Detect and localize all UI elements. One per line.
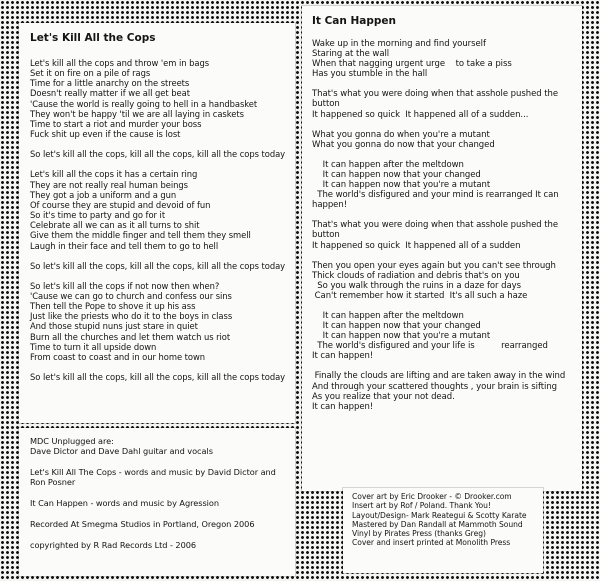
lyric-line: They are not really real human beings bbox=[30, 179, 188, 190]
credit-line: Ron Posner bbox=[30, 477, 76, 487]
lyric-line: Doesn't really matter if we all get beat bbox=[30, 88, 190, 99]
lyric-line: So let's kill all the cops, kill all the cops, kill all the cops today bbox=[30, 260, 286, 271]
lyric-line: It can happen now that you're a mutant bbox=[312, 180, 491, 191]
lyric-line: It happened so quick It happened all of a sudden... bbox=[312, 109, 529, 120]
stanza-gap bbox=[30, 251, 295, 261]
lyric-line: Laugh in their face and tell them to go to hell bbox=[30, 240, 219, 251]
credit-line: MDC Unplugged are: bbox=[30, 436, 114, 446]
stanza-gap bbox=[30, 487, 295, 498]
lyric-line: Celebrate all we can as it all turns to shit bbox=[30, 220, 200, 231]
lyric-line: It can happen now that your changed bbox=[312, 321, 481, 332]
lyric-line: Of course they are stupid and devoid of fun bbox=[30, 199, 211, 210]
lyric-line: Fuck shit up even if the cause is lost bbox=[30, 129, 181, 140]
lyric-line: So let's kill all the cops, kill all the cops, kill all the cops today bbox=[30, 372, 286, 383]
stanza-gap bbox=[30, 139, 295, 149]
lyric-line: Burn all the churches and let them watch us riot bbox=[30, 331, 231, 342]
lyric-line: It can happen after the meltdown bbox=[312, 310, 464, 321]
stanza-gap bbox=[30, 159, 295, 169]
band-credits-panel bbox=[19, 428, 295, 576]
art-credit-line: Vinyl by Pirates Press (thanks Greg) bbox=[352, 529, 486, 539]
art-credits-panel bbox=[343, 488, 543, 573]
lyric-line: Let's kill all the cops and throw 'em in bags bbox=[30, 58, 210, 68]
lyric-line: They won't be happy 'til we are all laying in caskets bbox=[30, 108, 244, 119]
art-credit-line: Layout/Design- Mark Reategui & Scotty Karate bbox=[352, 510, 527, 520]
credit-line: Dave Dictor and Dave Dahl guitar and vocals bbox=[30, 446, 213, 456]
lyric-line: From coast to coast and in our home town bbox=[30, 351, 206, 362]
lyric-line: button bbox=[312, 230, 340, 241]
lyric-line: What you gonna do when you're a mutant bbox=[312, 129, 490, 140]
lyric-line: Staring at the wall bbox=[312, 49, 390, 60]
stanza-gap bbox=[30, 529, 295, 540]
lyric-line: 'Cause the world is really going to hell in a handbasket bbox=[30, 98, 258, 109]
stanza-gap bbox=[30, 362, 295, 372]
lyrics-lines bbox=[30, 58, 295, 382]
lyric-line: Wake up in the morning and find yourself bbox=[312, 39, 486, 49]
stanza-gap bbox=[30, 271, 295, 281]
lyric-line: It can happen now that your changed bbox=[312, 169, 481, 180]
lyric-line: As you realize that your not dead. bbox=[312, 391, 455, 402]
lyric-line: So it's time to party and go for it bbox=[30, 210, 166, 221]
art-credit-line: Cover art by Eric Drooker - © Drooker.com bbox=[352, 492, 512, 501]
lyric-line: Time for a little anarchy on the streets bbox=[30, 78, 190, 89]
lyrics-panel-it-can-happen bbox=[302, 6, 582, 491]
lyric-line: So let's kill all the cops, kill all the cops, kill all the cops today bbox=[30, 149, 286, 160]
lyric-line: Has you stumble in the hall bbox=[312, 69, 428, 80]
lyric-line: What you gonna do now that your changed bbox=[312, 139, 495, 150]
lyric-line: That's what you were doing when that asshole pushed the bbox=[312, 89, 559, 100]
lyric-line: Just like the priests who do it to the boys in class bbox=[30, 311, 233, 322]
art-credit-lines bbox=[352, 492, 543, 548]
lyric-line: When that nagging urgent urge to take a piss bbox=[312, 59, 512, 70]
lyric-line: Time to turn it all upside down bbox=[30, 341, 157, 352]
lyric-line: So let's kill all the cops if not now then when? bbox=[30, 280, 220, 291]
lyric-line: Finally the clouds are lifting and are taken away in the wind bbox=[312, 371, 566, 382]
lyric-line: It happened so quick It happened all of a sudden bbox=[312, 240, 521, 251]
stanza-gap bbox=[312, 210, 582, 220]
lyric-line: The world's disfigured and your life is rearranged bbox=[312, 341, 548, 352]
lyrics-lines bbox=[312, 39, 582, 412]
lyric-line: happen! bbox=[312, 200, 348, 211]
lyric-line: It can happen! bbox=[312, 351, 374, 362]
lyric-line: button bbox=[312, 99, 340, 110]
lyric-line: They got a job a uniform and a gun bbox=[30, 189, 177, 200]
lyrics-panel-lets-kill-all-the-cops bbox=[19, 23, 295, 423]
song-title: Let's Kill All the Cops bbox=[30, 32, 156, 44]
lyric-line: Can't remember how it started It's all such a haze bbox=[312, 290, 528, 301]
lyric-line: That's what you were doing when that asshole pushed the bbox=[312, 220, 559, 231]
credit-line: It Can Happen - words and music by Agression bbox=[30, 498, 219, 508]
lyric-line: Then you open your eyes again but you can't see through bbox=[312, 260, 556, 271]
lyric-line: Time to start a riot and murder your boss bbox=[30, 118, 202, 129]
lyric-line: So you walk through the ruins in a daze for days bbox=[312, 280, 521, 291]
lyric-line: And through your scattered thoughts , your brain is sifting bbox=[312, 381, 558, 392]
lyric-line: It can happen after the meltdown bbox=[312, 159, 464, 170]
credit-line: Recorded At Smegma Studios in Portland, Oregon 2006 bbox=[30, 519, 255, 529]
stanza-gap bbox=[30, 508, 295, 519]
lyric-line: 'Cause we can go to church and confess our sins bbox=[30, 290, 232, 301]
stanza-gap bbox=[312, 301, 582, 311]
stanza-gap bbox=[312, 79, 582, 89]
stanza-gap bbox=[312, 251, 582, 261]
lyric-line: Then tell the Pope to shove it up his ass bbox=[30, 301, 196, 312]
lyric-line: Let's kill all the cops it has a certain ring bbox=[30, 169, 198, 180]
stanza-gap bbox=[312, 120, 582, 130]
lyric-line: Set it on fire on a pile of rags bbox=[30, 68, 151, 79]
lyric-line: Give them the middle finger and tell them they smell bbox=[30, 230, 251, 241]
art-credit-line: Cover and insert printed at Monolith Press bbox=[352, 538, 511, 548]
credits-lines bbox=[30, 436, 295, 550]
credit-line: copyrighted by R Rad Records Ltd - 2006 bbox=[30, 540, 197, 550]
lyric-line: And those stupid nuns just stare in quiet bbox=[30, 321, 198, 332]
stanza-gap bbox=[312, 150, 582, 160]
lyric-line: It can happen now that you're a mutant bbox=[312, 331, 491, 342]
credit-line: Let's Kill All The Cops - words and music by David Dictor and bbox=[30, 467, 276, 477]
stanza-gap bbox=[312, 361, 582, 371]
lyric-line: Thick clouds of radiation and debris that's on you bbox=[312, 270, 520, 281]
song-title: It Can Happen bbox=[312, 15, 397, 27]
art-credit-line: Insert art by Rof / Poland. Thank You! bbox=[352, 501, 491, 511]
art-credit-line: Mastered by Dan Randall at Mammoth Sound bbox=[352, 519, 523, 529]
stanza-gap bbox=[30, 456, 295, 467]
lyric-line: It can happen! bbox=[312, 401, 374, 412]
lyric-line: The world's disfigured and your mind is rearranged It can bbox=[312, 190, 559, 201]
